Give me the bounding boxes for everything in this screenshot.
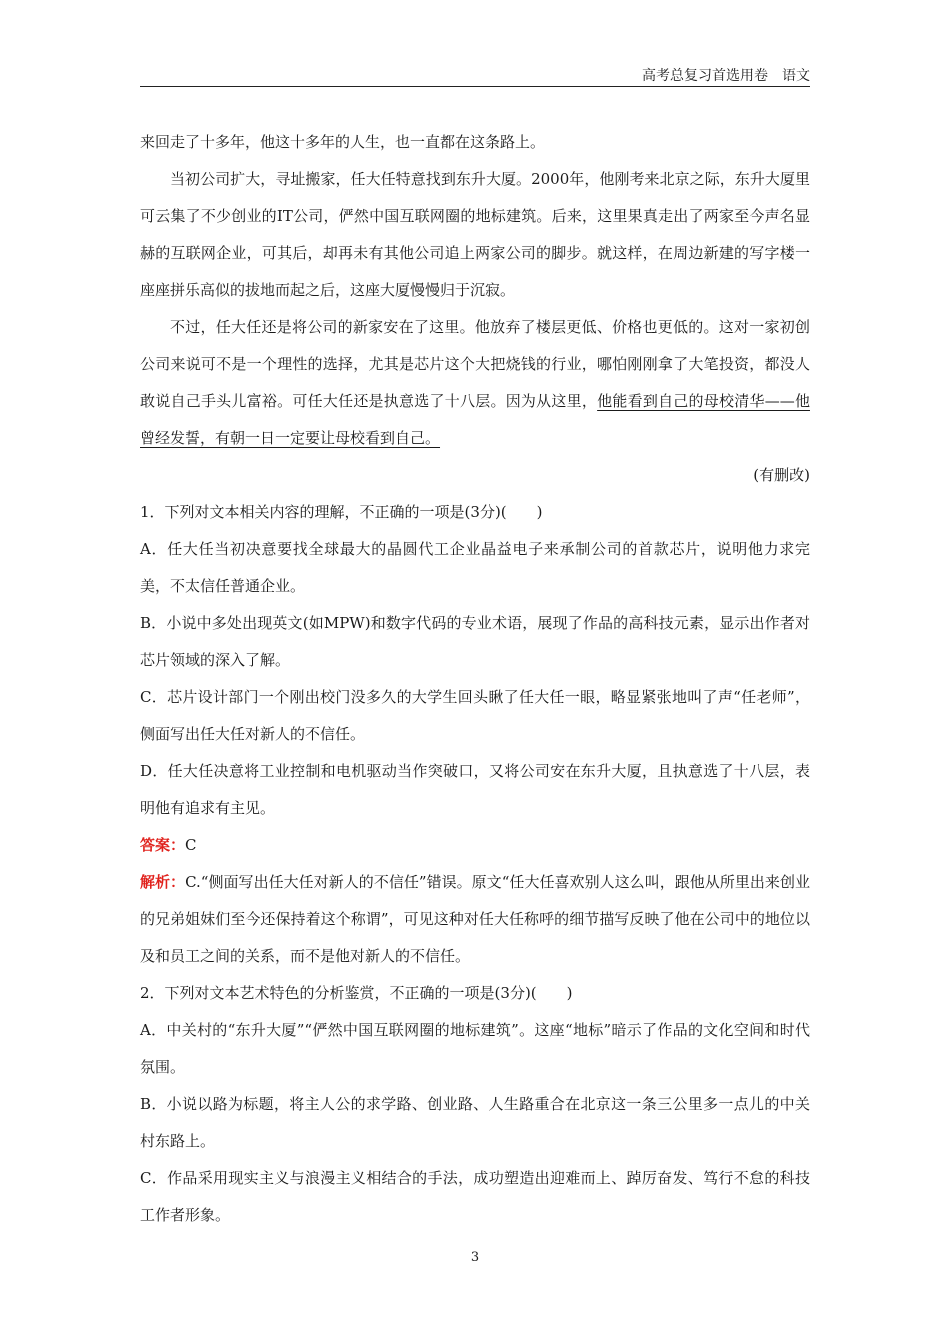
document-body <box>140 124 810 1234</box>
question-2-option-c: C．作品采用现实主义与浪漫主义相结合的手法，成功塑造出迎难而上、踔厉奋发、笃行不怠的科技工作者形象。 <box>140 1169 810 1224</box>
question-1-answer <box>140 827 810 864</box>
passage-paragraph-2 <box>140 309 810 457</box>
question-2-option-b: B．小说以路为标题，将主人公的求学路、创业路、人生路重合在北京这一条三公里多一点儿的中关村东路上。 <box>140 1095 810 1150</box>
answer-label: 答案： <box>140 836 186 854</box>
question-2-option-a: A．中关村的“东升大厦”“俨然中国互联网圈的地标建筑”。这座“地标”暗示了作品的文化空间和时代氛围。 <box>140 1021 810 1076</box>
analysis-text: C.“侧面写出任大任对新人的不信任”错误。原文“任大任喜欢别人这么叫，跟他从所里出来创业的兄弟姐妹们至今还保持着这个称谓”，可见这种对任大任称呼的细节描写反映了他在公司中的地位以及和员工之间的关系，而不是他对新人的不信任。 <box>140 873 810 965</box>
question-1-option-a: A．任大任当初决意要找全球最大的晶圆代工企业晶益电子来承制公司的首款芯片，说明他力求完美，不太信任普通企业。 <box>140 540 810 595</box>
page-number: 3 <box>470 1250 480 1265</box>
question-2-stem: 2．下列对文本艺术特色的分析鉴赏，不正确的一项是(3分)( ) <box>140 984 573 1002</box>
page-header <box>140 66 810 87</box>
answer-value: C <box>185 836 197 854</box>
passage-paragraph-1: 当初公司扩大，寻址搬家，任大任特意找到东升大厦。2000年，他刚考来北京之际，东升大厦里可云集了不少创业的IT公司，俨然中国互联网圈的地标建筑。后来，这里果真走出了两家至今声名显赫的互联网企业，可其后，却再未有其他公司追上两家公司的脚步。就这样，在周边新建的写字楼一座座拼乐高似的拔地而起之后，这座大厦慢慢归于沉寂。 <box>140 170 810 299</box>
analysis-label: 解析： <box>140 873 186 891</box>
question-1-option-d: D．任大任决意将工业控制和电机驱动当作突破口，又将公司安在东升大厦，且执意选了十八层，表明他有追求有主见。 <box>140 762 810 817</box>
question-1-stem: 1．下列对文本相关内容的理解，不正确的一项是(3分)( ) <box>140 503 543 521</box>
passage-paragraph-0: 来回走了十多年，他这十多年的人生，也一直都在这条路上。 <box>140 133 546 151</box>
header-title: 高考总复习首选用卷 语文 <box>642 68 810 84</box>
question-1-option-c: C．芯片设计部门一个刚出校门没多久的大学生回头瞅了任大任一眼，略显紧张地叫了声“任老师”，侧面写出任大任对新人的不信任。 <box>140 688 810 743</box>
question-1-analysis <box>140 864 810 975</box>
passage-paragraph-2-underlined: 他能看到自己的母校清华——他曾经发誓，有朝一日一定要让母校看到自己。 <box>140 392 810 447</box>
question-1-option-b: B．小说中多处出现英文(如MPW)和数字代码的专业术语，展现了作品的高科技元素，显示出作者对芯片领域的深入了解。 <box>140 614 810 669</box>
passage-paragraph-2-main: 不过，任大任还是将公司的新家安在了这里。他放弃了楼层更低、价格也更低的。这对一家初创公司来说可不是一个理性的选择，尤其是芯片这个大把烧钱的行业，哪怕刚刚拿了大笔投资，都没人敢说自己手头儿富裕。可任大任还是执意选了十八层。因为从这里， <box>140 318 810 410</box>
abridged-note: (有删改) <box>753 466 810 484</box>
